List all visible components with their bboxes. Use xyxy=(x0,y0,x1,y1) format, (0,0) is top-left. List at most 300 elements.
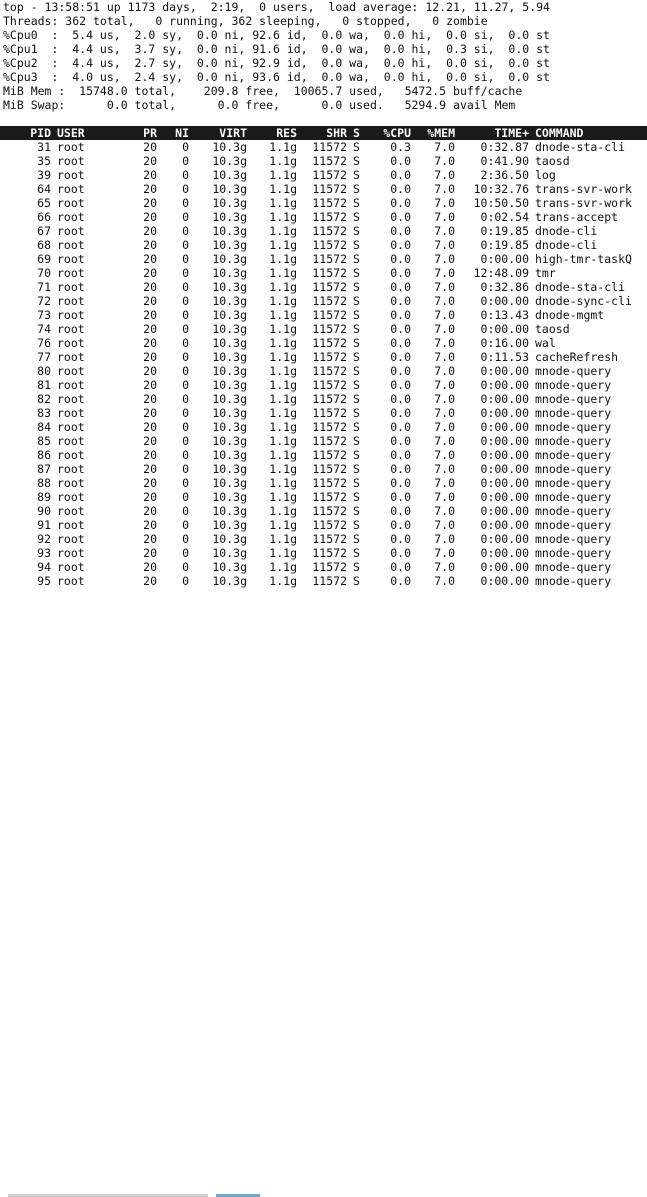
cell-ni: 0 xyxy=(182,182,189,196)
cell-pid: 93 xyxy=(37,546,51,560)
cell-user: root xyxy=(57,154,85,168)
cell-user: root xyxy=(57,406,85,420)
cell-pr: 20 xyxy=(143,518,157,532)
cell-mem: 7.0 xyxy=(434,532,455,546)
cell-ni: 0 xyxy=(182,490,189,504)
table-row[interactable] xyxy=(0,322,647,336)
cell-ni: 0 xyxy=(182,350,189,364)
cell-ni: 0 xyxy=(182,378,189,392)
cell-time: 12:48.09 xyxy=(473,266,529,280)
cell-mem: 7.0 xyxy=(434,322,455,336)
cell-cpu: 0.0 xyxy=(390,504,411,518)
cell-pr: 20 xyxy=(143,378,157,392)
cell-pid: 70 xyxy=(37,266,51,280)
cell-pr: 20 xyxy=(143,266,157,280)
cell-user: root xyxy=(57,280,85,294)
cell-shr: 11572 xyxy=(312,476,347,490)
cell-s: S xyxy=(353,322,360,336)
cell-cmd: dnode-mgmt xyxy=(535,308,605,322)
cell-virt: 10.3g xyxy=(212,168,247,182)
cell-s: S xyxy=(353,490,360,504)
table-row[interactable] xyxy=(0,392,647,406)
cell-s: S xyxy=(353,406,360,420)
cell-cmd: trans-accept xyxy=(535,210,619,224)
cell-time: 0:32.86 xyxy=(480,280,529,294)
cell-shr: 11572 xyxy=(312,504,347,518)
cell-ni: 0 xyxy=(182,224,189,238)
cell-virt: 10.3g xyxy=(212,392,247,406)
table-row[interactable] xyxy=(0,462,647,476)
cell-cmd: mnode-query xyxy=(535,532,612,546)
cell-virt: 10.3g xyxy=(212,546,247,560)
cell-cpu: 0.0 xyxy=(390,392,411,406)
cell-shr: 11572 xyxy=(312,322,347,336)
cell-s: S xyxy=(353,294,360,308)
cell-pr: 20 xyxy=(143,322,157,336)
table-row[interactable] xyxy=(0,308,647,322)
cell-pid: 35 xyxy=(37,154,51,168)
cell-shr: 11572 xyxy=(312,574,347,588)
cell-ni: 0 xyxy=(182,140,189,154)
cell-ni: 0 xyxy=(182,546,189,560)
table-row[interactable] xyxy=(0,448,647,462)
cell-mem: 7.0 xyxy=(434,560,455,574)
cell-res: 1.1g xyxy=(269,140,297,154)
table-row[interactable] xyxy=(0,406,647,420)
cell-s: S xyxy=(353,154,360,168)
table-row[interactable] xyxy=(0,168,647,182)
cell-time: 2:36.50 xyxy=(480,168,529,182)
cell-pr: 20 xyxy=(143,238,157,252)
cell-time: 0:00.00 xyxy=(480,420,529,434)
cell-user: root xyxy=(57,140,85,154)
cell-pr: 20 xyxy=(143,546,157,560)
cell-pid: 94 xyxy=(37,560,51,574)
cell-cpu: 0.0 xyxy=(390,238,411,252)
cell-pr: 20 xyxy=(143,196,157,210)
cell-s: S xyxy=(353,434,360,448)
cell-virt: 10.3g xyxy=(212,350,247,364)
cell-ni: 0 xyxy=(182,420,189,434)
cell-pid: 84 xyxy=(37,420,51,434)
cell-user: root xyxy=(57,168,85,182)
cell-shr: 11572 xyxy=(312,420,347,434)
cell-mem: 7.0 xyxy=(434,182,455,196)
cell-pid: 69 xyxy=(37,252,51,266)
col-res: RES xyxy=(276,126,297,140)
cell-user: root xyxy=(57,476,85,490)
cell-cmd: wal xyxy=(535,336,556,350)
cell-shr: 11572 xyxy=(312,378,347,392)
cell-res: 1.1g xyxy=(269,560,297,574)
table-row[interactable] xyxy=(0,154,647,168)
cell-mem: 7.0 xyxy=(434,224,455,238)
cell-cmd: dnode-sync-cli xyxy=(535,294,632,308)
cell-shr: 11572 xyxy=(312,210,347,224)
table-row[interactable] xyxy=(0,574,647,588)
cell-mem: 7.0 xyxy=(434,364,455,378)
cell-time: 0:00.00 xyxy=(480,518,529,532)
bottom-bar xyxy=(0,594,647,604)
cell-s: S xyxy=(353,532,360,546)
cell-ni: 0 xyxy=(182,532,189,546)
cell-s: S xyxy=(353,280,360,294)
cell-time: 0:19.85 xyxy=(480,224,529,238)
cell-cmd: mnode-query xyxy=(535,434,612,448)
cell-cpu: 0.0 xyxy=(390,560,411,574)
cell-mem: 7.0 xyxy=(434,504,455,518)
cell-user: root xyxy=(57,322,85,336)
cell-time: 0:32.87 xyxy=(480,140,529,154)
cell-shr: 11572 xyxy=(312,364,347,378)
cell-cmd: mnode-query xyxy=(535,574,612,588)
cell-pid: 64 xyxy=(37,182,51,196)
cell-pr: 20 xyxy=(143,462,157,476)
cell-pid: 77 xyxy=(37,350,51,364)
cell-pid: 95 xyxy=(37,574,51,588)
cell-pid: 68 xyxy=(37,238,51,252)
cell-s: S xyxy=(353,182,360,196)
table-row[interactable] xyxy=(0,490,647,504)
cell-pr: 20 xyxy=(143,392,157,406)
summary-line: %Cpu1 : 4.4 us, 3.7 sy, 0.0 ni, 91.6 id, 0.0 wa, 0.0 hi, 0.3 si, 0.0 st xyxy=(3,42,550,56)
cell-cmd: mnode-query xyxy=(535,420,612,434)
cell-time: 0:41.90 xyxy=(480,154,529,168)
cell-ni: 0 xyxy=(182,168,189,182)
cell-cpu: 0.0 xyxy=(390,252,411,266)
cell-s: S xyxy=(353,378,360,392)
table-row[interactable] xyxy=(0,504,647,518)
cell-virt: 10.3g xyxy=(212,280,247,294)
cell-shr: 11572 xyxy=(312,224,347,238)
cell-pr: 20 xyxy=(143,532,157,546)
cell-pr: 20 xyxy=(143,420,157,434)
cell-virt: 10.3g xyxy=(212,560,247,574)
table-row[interactable] xyxy=(0,196,647,210)
cell-user: root xyxy=(57,350,85,364)
table-row[interactable] xyxy=(0,350,647,364)
cell-shr: 11572 xyxy=(312,308,347,322)
cell-s: S xyxy=(353,504,360,518)
cell-cmd: mnode-query xyxy=(535,462,612,476)
cell-cmd: tmr xyxy=(535,266,556,280)
cell-res: 1.1g xyxy=(269,238,297,252)
cell-ni: 0 xyxy=(182,322,189,336)
cell-mem: 7.0 xyxy=(434,210,455,224)
table-row[interactable] xyxy=(0,476,647,490)
cell-res: 1.1g xyxy=(269,294,297,308)
table-row[interactable] xyxy=(0,560,647,574)
table-row[interactable] xyxy=(0,294,647,308)
table-row[interactable] xyxy=(0,378,647,392)
cell-time: 0:11.53 xyxy=(480,350,529,364)
cell-res: 1.1g xyxy=(269,504,297,518)
cell-cmd: mnode-query xyxy=(535,406,612,420)
cell-mem: 7.0 xyxy=(434,462,455,476)
cell-pid: 65 xyxy=(37,196,51,210)
cell-virt: 10.3g xyxy=(212,182,247,196)
cell-time: 0:00.00 xyxy=(480,364,529,378)
table-row[interactable] xyxy=(0,280,647,294)
cell-ni: 0 xyxy=(182,336,189,350)
cell-virt: 10.3g xyxy=(212,574,247,588)
cell-cmd: cacheRefresh xyxy=(535,350,619,364)
cell-s: S xyxy=(353,364,360,378)
cell-pid: 86 xyxy=(37,448,51,462)
cell-res: 1.1g xyxy=(269,154,297,168)
cell-s: S xyxy=(353,210,360,224)
cell-cpu: 0.0 xyxy=(390,448,411,462)
cell-virt: 10.3g xyxy=(212,294,247,308)
process-table-header xyxy=(0,126,647,140)
cell-cmd: dnode-cli xyxy=(535,224,598,238)
cell-user: root xyxy=(57,546,85,560)
cell-pid: 73 xyxy=(37,308,51,322)
cell-cmd: mnode-query xyxy=(535,378,612,392)
cell-user: root xyxy=(57,308,85,322)
cell-cpu: 0.0 xyxy=(390,350,411,364)
cell-s: S xyxy=(353,546,360,560)
cell-pr: 20 xyxy=(143,280,157,294)
cell-res: 1.1g xyxy=(269,448,297,462)
cell-res: 1.1g xyxy=(269,546,297,560)
cell-s: S xyxy=(353,462,360,476)
cell-ni: 0 xyxy=(182,392,189,406)
cell-virt: 10.3g xyxy=(212,224,247,238)
cell-ni: 0 xyxy=(182,252,189,266)
cell-s: S xyxy=(353,392,360,406)
cell-mem: 7.0 xyxy=(434,280,455,294)
cell-user: root xyxy=(57,532,85,546)
cell-pr: 20 xyxy=(143,210,157,224)
cell-ni: 0 xyxy=(182,308,189,322)
cell-cpu: 0.0 xyxy=(390,224,411,238)
cell-cpu: 0.0 xyxy=(390,182,411,196)
cell-res: 1.1g xyxy=(269,574,297,588)
cell-time: 0:00.00 xyxy=(480,392,529,406)
cell-virt: 10.3g xyxy=(212,518,247,532)
cell-shr: 11572 xyxy=(312,336,347,350)
cell-s: S xyxy=(353,224,360,238)
cell-user: root xyxy=(57,182,85,196)
cell-shr: 11572 xyxy=(312,532,347,546)
cell-res: 1.1g xyxy=(269,518,297,532)
cell-cpu: 0.0 xyxy=(390,420,411,434)
cell-virt: 10.3g xyxy=(212,238,247,252)
cell-user: root xyxy=(57,294,85,308)
cell-time: 0:00.00 xyxy=(480,546,529,560)
cell-pid: 87 xyxy=(37,462,51,476)
cell-ni: 0 xyxy=(182,196,189,210)
table-row[interactable] xyxy=(0,364,647,378)
cell-cpu: 0.0 xyxy=(390,266,411,280)
cell-user: root xyxy=(57,336,85,350)
cell-pr: 20 xyxy=(143,308,157,322)
cell-virt: 10.3g xyxy=(212,434,247,448)
cell-cmd: dnode-sta-cli xyxy=(535,140,626,154)
cell-virt: 10.3g xyxy=(212,420,247,434)
cell-user: root xyxy=(57,392,85,406)
cell-pr: 20 xyxy=(143,476,157,490)
cell-cmd: high-tmr-taskQ xyxy=(535,252,632,266)
col-cpu: %CPU xyxy=(383,126,411,140)
cell-time: 0:00.00 xyxy=(480,406,529,420)
cell-user: root xyxy=(57,224,85,238)
cell-cpu: 0.0 xyxy=(390,364,411,378)
cell-cpu: 0.0 xyxy=(390,518,411,532)
table-row[interactable] xyxy=(0,532,647,546)
cell-cmd: mnode-query xyxy=(535,518,612,532)
cell-ni: 0 xyxy=(182,462,189,476)
cell-user: root xyxy=(57,574,85,588)
cell-ni: 0 xyxy=(182,210,189,224)
cell-time: 0:00.00 xyxy=(480,490,529,504)
cell-mem: 7.0 xyxy=(434,238,455,252)
cell-cmd: mnode-query xyxy=(535,560,612,574)
cell-res: 1.1g xyxy=(269,224,297,238)
cell-res: 1.1g xyxy=(269,532,297,546)
table-row[interactable] xyxy=(0,434,647,448)
table-row[interactable] xyxy=(0,224,647,238)
col-mem: %MEM xyxy=(427,126,455,140)
cell-pid: 83 xyxy=(37,406,51,420)
summary-line: MiB Swap: 0.0 total, 0.0 free, 0.0 used. 5294.9 avail Mem xyxy=(3,98,516,112)
cell-time: 0:00.00 xyxy=(480,448,529,462)
cell-pr: 20 xyxy=(143,224,157,238)
cell-user: root xyxy=(57,462,85,476)
summary-line: Threads: 362 total, 0 running, 362 sleeping, 0 stopped, 0 zombie xyxy=(3,14,488,28)
cell-pr: 20 xyxy=(143,182,157,196)
table-row[interactable] xyxy=(0,140,647,154)
cell-cpu: 0.0 xyxy=(390,294,411,308)
cell-res: 1.1g xyxy=(269,168,297,182)
cell-cpu: 0.3 xyxy=(390,140,411,154)
cell-pid: 80 xyxy=(37,364,51,378)
table-row[interactable] xyxy=(0,420,647,434)
cell-time: 0:16.00 xyxy=(480,336,529,350)
cell-pr: 20 xyxy=(143,406,157,420)
cell-virt: 10.3g xyxy=(212,504,247,518)
cell-ni: 0 xyxy=(182,574,189,588)
cell-user: root xyxy=(57,420,85,434)
cell-res: 1.1g xyxy=(269,392,297,406)
cell-cpu: 0.0 xyxy=(390,546,411,560)
cell-s: S xyxy=(353,476,360,490)
cell-s: S xyxy=(353,196,360,210)
table-row[interactable] xyxy=(0,182,647,196)
cell-time: 0:00.00 xyxy=(480,294,529,308)
cell-user: root xyxy=(57,196,85,210)
cell-virt: 10.3g xyxy=(212,406,247,420)
col-user: USER xyxy=(57,126,85,140)
table-row[interactable] xyxy=(0,518,647,532)
cell-pr: 20 xyxy=(143,350,157,364)
cell-pr: 20 xyxy=(143,154,157,168)
col-ni: NI xyxy=(175,126,189,140)
cell-user: root xyxy=(57,518,85,532)
cell-ni: 0 xyxy=(182,364,189,378)
cell-shr: 11572 xyxy=(312,140,347,154)
top-summary xyxy=(0,0,647,112)
cell-ni: 0 xyxy=(182,518,189,532)
cell-pr: 20 xyxy=(143,448,157,462)
cell-cpu: 0.0 xyxy=(390,280,411,294)
table-row[interactable] xyxy=(0,546,647,560)
cell-time: 0:00.00 xyxy=(480,532,529,546)
cell-pid: 82 xyxy=(37,392,51,406)
cell-mem: 7.0 xyxy=(434,308,455,322)
cell-cmd: mnode-query xyxy=(535,490,612,504)
cell-res: 1.1g xyxy=(269,266,297,280)
cell-s: S xyxy=(353,560,360,574)
cell-virt: 10.3g xyxy=(212,252,247,266)
cell-time: 0:19.85 xyxy=(480,238,529,252)
cell-cpu: 0.0 xyxy=(390,168,411,182)
col-virt: VIRT xyxy=(219,126,247,140)
cell-cmd: trans-svr-work xyxy=(535,182,632,196)
cell-mem: 7.0 xyxy=(434,140,455,154)
cell-cmd: mnode-query xyxy=(535,476,612,490)
cell-s: S xyxy=(353,518,360,532)
cell-user: root xyxy=(57,378,85,392)
summary-line: MiB Mem : 15748.0 total, 209.8 free, 10065.7 used, 5472.5 buff/cache xyxy=(3,84,523,98)
cell-cpu: 0.0 xyxy=(390,532,411,546)
table-row[interactable] xyxy=(0,252,647,266)
cell-pr: 20 xyxy=(143,574,157,588)
cell-shr: 11572 xyxy=(312,168,347,182)
table-row[interactable] xyxy=(0,210,647,224)
cell-pid: 90 xyxy=(37,504,51,518)
cell-res: 1.1g xyxy=(269,406,297,420)
cell-ni: 0 xyxy=(182,406,189,420)
cell-user: root xyxy=(57,238,85,252)
cell-pid: 66 xyxy=(37,210,51,224)
table-row[interactable] xyxy=(0,238,647,252)
cell-cpu: 0.0 xyxy=(390,196,411,210)
cell-time: 0:00.00 xyxy=(480,322,529,336)
process-table-body xyxy=(0,140,647,588)
cell-mem: 7.0 xyxy=(434,476,455,490)
cell-res: 1.1g xyxy=(269,196,297,210)
table-row[interactable] xyxy=(0,266,647,280)
cell-res: 1.1g xyxy=(269,378,297,392)
cell-virt: 10.3g xyxy=(212,462,247,476)
cell-shr: 11572 xyxy=(312,490,347,504)
cell-pr: 20 xyxy=(143,434,157,448)
cell-pid: 91 xyxy=(37,518,51,532)
cell-user: root xyxy=(57,434,85,448)
cell-shr: 11572 xyxy=(312,434,347,448)
summary-line: top - 13:58:51 up 1173 days, 2:19, 0 users, load average: 12.21, 11.27, 5.94 xyxy=(3,0,550,14)
col-pr: PR xyxy=(143,126,157,140)
table-row[interactable] xyxy=(0,336,647,350)
cell-pr: 20 xyxy=(143,140,157,154)
cell-pid: 85 xyxy=(37,434,51,448)
cell-virt: 10.3g xyxy=(212,322,247,336)
cell-ni: 0 xyxy=(182,238,189,252)
cell-user: root xyxy=(57,504,85,518)
cell-pid: 71 xyxy=(37,280,51,294)
cell-mem: 7.0 xyxy=(434,518,455,532)
cell-time: 0:00.00 xyxy=(480,434,529,448)
cell-s: S xyxy=(353,168,360,182)
cell-virt: 10.3g xyxy=(212,308,247,322)
cell-pr: 20 xyxy=(143,490,157,504)
cell-user: root xyxy=(57,210,85,224)
col-shr: SHR xyxy=(326,126,347,140)
cell-shr: 11572 xyxy=(312,266,347,280)
cell-cmd: mnode-query xyxy=(535,504,612,518)
